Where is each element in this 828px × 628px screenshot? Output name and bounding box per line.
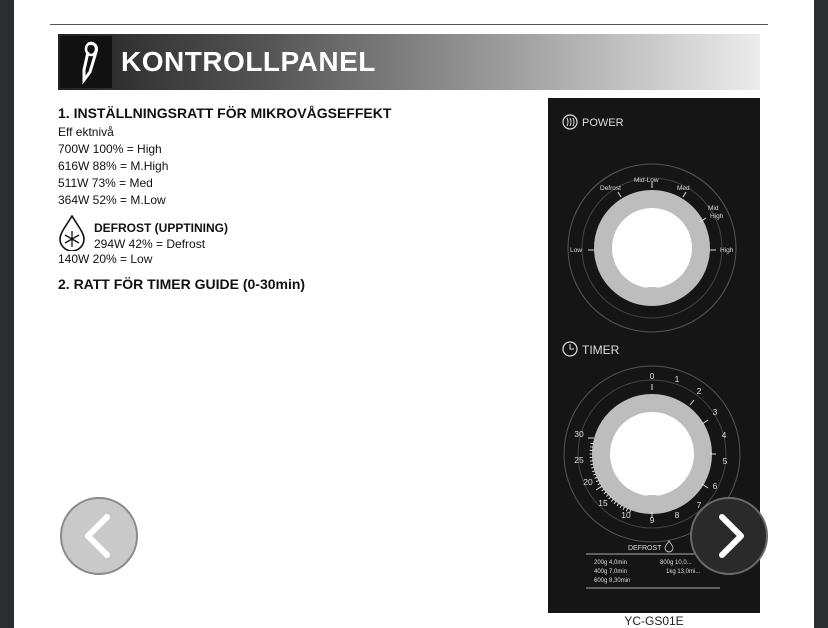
defrost-table-cell: 800g 10,0... [660, 560, 692, 566]
power-tick-label: Mid [708, 205, 719, 212]
power-tick-label: Low [570, 247, 582, 254]
chevron-right-icon [692, 499, 766, 573]
power-level-line: 700W 100% = High [58, 142, 162, 156]
manual-pencil-icon [60, 36, 112, 88]
defrost-drop-icon [665, 541, 673, 552]
defrost-table-cell: 1kg 13,0mi... [666, 569, 701, 575]
timer-number: 10 [621, 510, 631, 520]
timer-number: 20 [583, 477, 593, 487]
chevron-left-icon [62, 499, 136, 573]
defrost-title: DEFROST (UPPTINING) [94, 221, 228, 235]
defrost-table-label: DEFROST [628, 545, 662, 552]
low-power-line: 140W 20% = Low [58, 252, 153, 266]
power-icon [563, 115, 577, 129]
power-knob-center [612, 208, 692, 288]
section-banner [58, 34, 760, 90]
snowflake-drop-icon [58, 215, 86, 251]
power-level-line: 364W 52% = M.Low [58, 193, 166, 207]
timer-number: 3 [712, 407, 718, 417]
previous-page-button[interactable] [60, 497, 138, 575]
page-title: KONTROLLPANEL [121, 46, 376, 77]
power-tick-label: Med [677, 185, 690, 192]
timer-number: 8 [674, 510, 680, 520]
defrost-table-cell: 200g 4,0min [594, 560, 628, 566]
power-tick-label: High [710, 213, 724, 220]
timer-number: 15 [598, 498, 608, 508]
defrost-line: 294W 42% = Defrost [94, 237, 206, 251]
timer-number: 4 [721, 430, 727, 440]
clock-icon [563, 342, 577, 356]
timer-number: 2 [696, 386, 702, 396]
timer-number: 30 [574, 429, 584, 439]
section1-heading: 1. INSTÄLLNINGSRATT FÖR MIKROVÅGSEFFEKT [58, 105, 392, 121]
content-column [58, 104, 538, 293]
timer-number: 25 [574, 455, 584, 465]
viewer-frame-left [0, 0, 14, 628]
section2-heading: 2. RATT FÖR TIMER GUIDE (0-30min) [58, 276, 306, 292]
model-number: YC-GS01E [624, 614, 684, 628]
timer-number: 0 [649, 371, 655, 381]
timer-number: 5 [722, 456, 728, 466]
timer-number: 1 [674, 374, 680, 384]
power-tick-label: Defrost [600, 185, 621, 192]
timer-knob-center [610, 412, 694, 496]
timer-label: TIMER [582, 343, 620, 357]
power-level-line: 616W 88% = M.High [58, 159, 169, 173]
timer-number: 9 [649, 515, 655, 525]
top-rule [50, 24, 768, 25]
viewer-frame-right [814, 0, 828, 628]
defrost-table-cell: 400g 7,0min [594, 569, 628, 575]
timer-number: 6 [712, 481, 718, 491]
power-tick-label: High [720, 247, 734, 254]
defrost-block [58, 215, 538, 251]
section1-subheading: Eff ektnivå [58, 125, 114, 139]
next-page-button[interactable] [690, 497, 768, 575]
timer-number: 7 [696, 500, 702, 510]
defrost-table-cell: 600g 8,30min [594, 578, 631, 584]
power-level-line: 511W 73% = Med [58, 176, 153, 190]
power-tick-label: Mid-Low [634, 177, 659, 184]
power-label: POWER [582, 117, 624, 129]
